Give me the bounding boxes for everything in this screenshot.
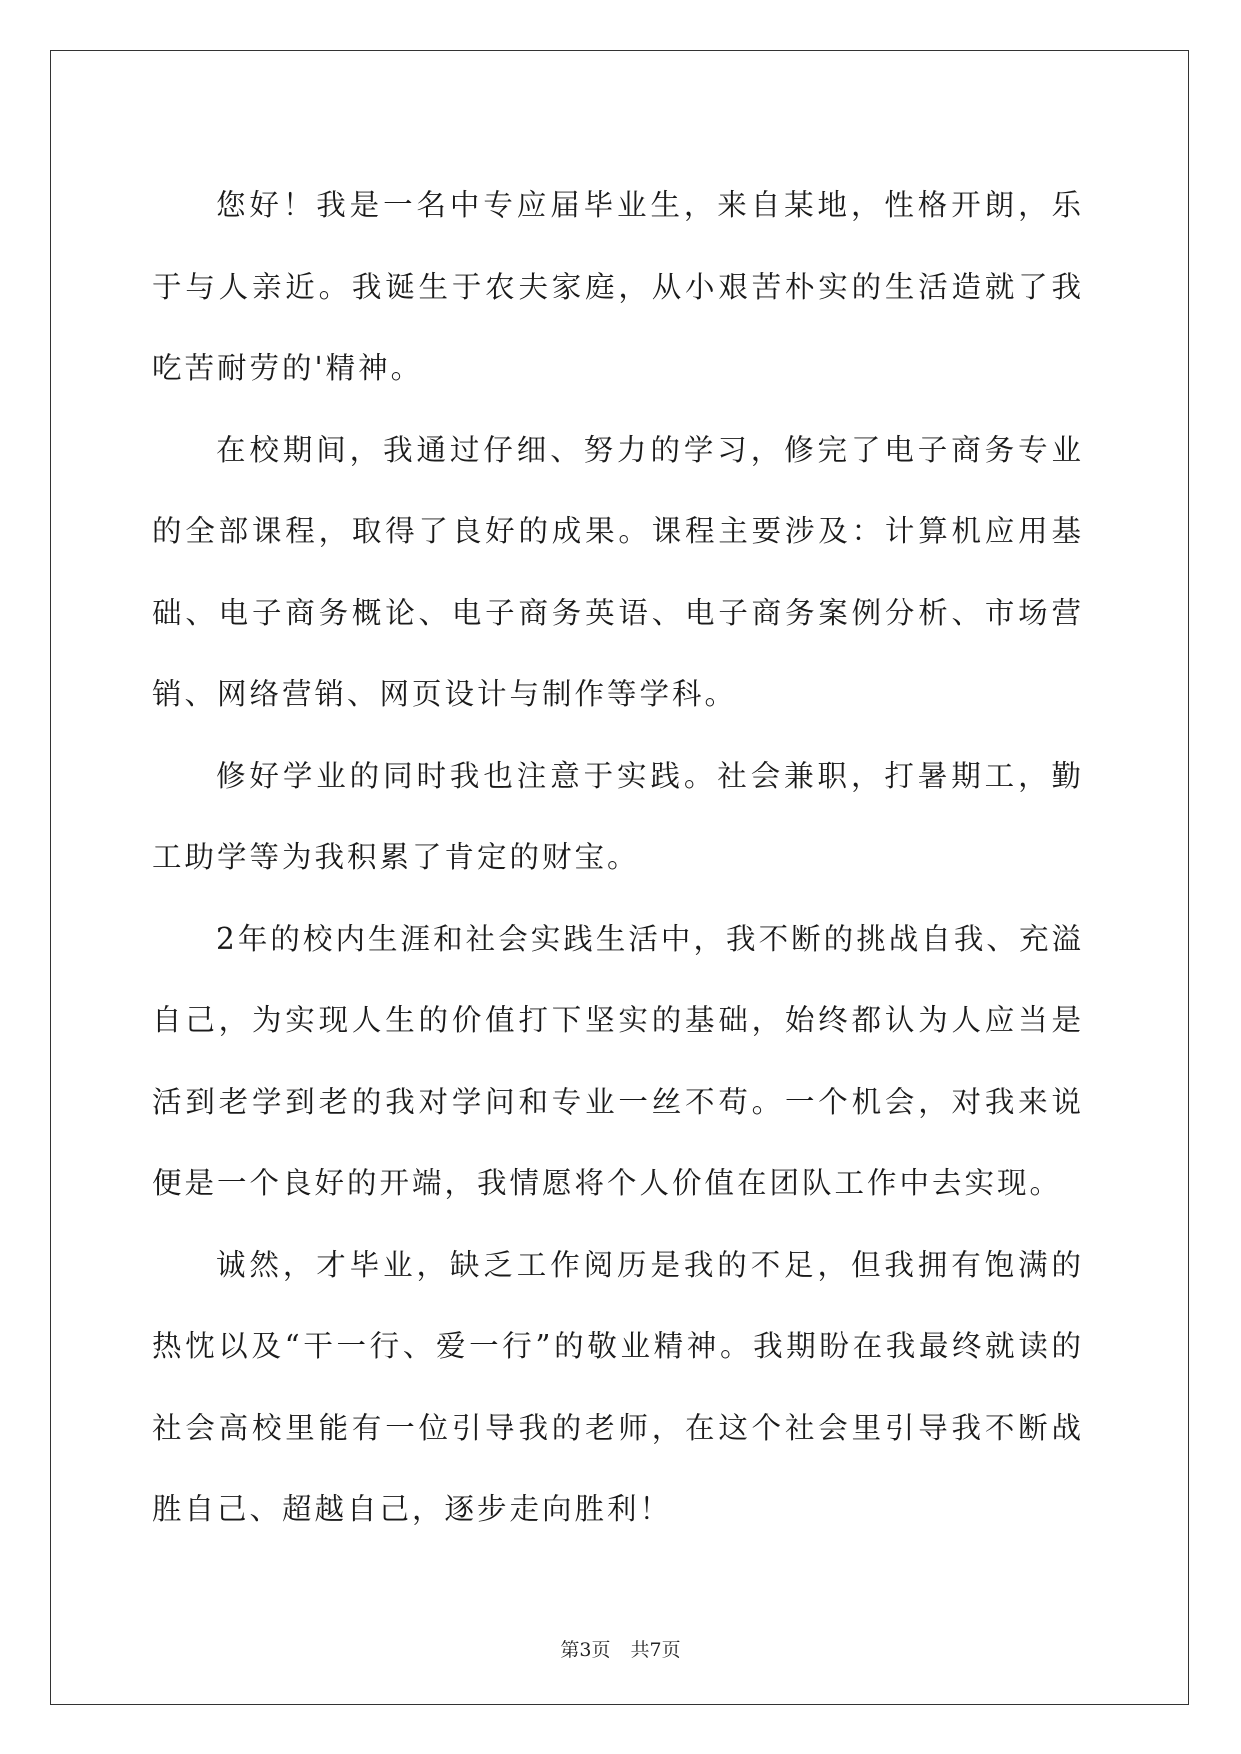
paragraph-closing: 诚然，才毕业，缺乏工作阅历是我的不足，但我拥有饱满的热忱以及“干一行、爱一行”的敬业精神。我期盼在我最终就读的社会高校里能有一位引导我的老师，在这个社会里引导我不断战胜自己、超越自己，逐步走向胜利！: [152, 1247, 1084, 1526]
paragraph-experience: 2年的校内生涯和社会实践生活中，我不断的挑战自我、充溢自己，为实现人生的价值打下坚实的基础，始终都认为人应当是活到老学到老的我对学问和专业一丝不苟。一个机会，对我来说便是一个良好的开端，我情愿将个人价值在团队工作中去实现。: [152, 921, 1084, 1200]
paragraph-practice: 修好学业的同时我也注意于实践。社会兼职，打暑期工，勤工助学等为我积累了肯定的财宝。: [152, 758, 1084, 874]
page-footer: [0, 1638, 1241, 1662]
paragraph-greeting: 您好！我是一名中专应届毕业生，来自某地，性格开朗，乐于与人亲近。我诞生于农夫家庭，从小艰苦朴实的生活造就了我吃苦耐劳的'精神。: [152, 188, 1084, 385]
document-body: [152, 165, 1084, 1551]
paragraph-education: 在校期间，我通过仔细、努力的学习，修完了电子商务专业的全部课程，取得了良好的成果。课程主要涉及：计算机应用基础、电子商务概论、电子商务英语、电子商务案例分析、市场营销、网络营销、网页设计与制作等学科。: [152, 432, 1084, 711]
page-total: 共7页: [630, 1639, 681, 1661]
page-number: 第3页: [560, 1639, 611, 1661]
